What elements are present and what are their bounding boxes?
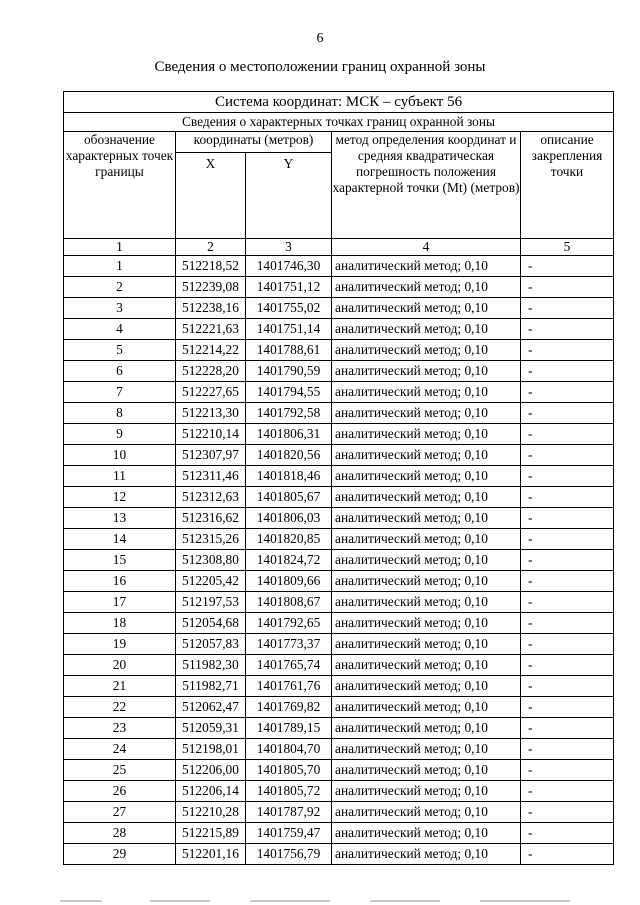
fixing-cell: -	[521, 340, 614, 361]
x-coordinate: 511982,71	[176, 676, 246, 697]
point-number: 20	[64, 655, 176, 676]
x-coordinate: 512059,31	[176, 718, 246, 739]
method-cell: аналитический метод; 0,10	[332, 634, 521, 655]
header-y: Y	[246, 153, 332, 239]
x-coordinate: 512307,97	[176, 445, 246, 466]
y-coordinate: 1401805,72	[246, 781, 332, 802]
fixing-cell: -	[521, 403, 614, 424]
fixing-cell: -	[521, 529, 614, 550]
x-coordinate: 511982,30	[176, 655, 246, 676]
y-coordinate: 1401820,56	[246, 445, 332, 466]
method-cell: аналитический метод; 0,10	[332, 361, 521, 382]
point-number: 24	[64, 739, 176, 760]
point-number: 1	[64, 256, 176, 277]
point-number: 18	[64, 613, 176, 634]
x-coordinate: 512315,26	[176, 529, 246, 550]
y-coordinate: 1401789,15	[246, 718, 332, 739]
x-coordinate: 512228,20	[176, 361, 246, 382]
point-number: 8	[64, 403, 176, 424]
y-coordinate: 1401746,30	[246, 256, 332, 277]
table-row	[64, 697, 614, 718]
y-coordinate: 1401805,70	[246, 760, 332, 781]
table-row	[64, 445, 614, 466]
method-cell: аналитический метод; 0,10	[332, 697, 521, 718]
footer-rule	[250, 900, 330, 902]
point-number: 4	[64, 319, 176, 340]
coordinates-table	[63, 91, 614, 865]
method-cell: аналитический метод; 0,10	[332, 424, 521, 445]
y-coordinate: 1401788,61	[246, 340, 332, 361]
point-number: 22	[64, 697, 176, 718]
page-number: 6	[316, 31, 324, 46]
table-row	[64, 655, 614, 676]
method-cell: аналитический метод; 0,10	[332, 487, 521, 508]
x-coordinate: 512206,14	[176, 781, 246, 802]
x-coordinate: 512198,01	[176, 739, 246, 760]
method-cell: аналитический метод; 0,10	[332, 844, 521, 865]
y-coordinate: 1401792,65	[246, 613, 332, 634]
table-row	[64, 298, 614, 319]
table-row	[64, 823, 614, 844]
point-number: 28	[64, 823, 176, 844]
point-number: 2	[64, 277, 176, 298]
fixing-cell: -	[521, 739, 614, 760]
table-row	[64, 550, 614, 571]
x-coordinate: 512221,63	[176, 319, 246, 340]
method-cell: аналитический метод; 0,10	[332, 298, 521, 319]
x-coordinate: 512308,80	[176, 550, 246, 571]
fixing-cell: -	[521, 655, 614, 676]
table-row	[64, 319, 614, 340]
fixing-cell: -	[521, 844, 614, 865]
footer-rule	[150, 900, 210, 902]
point-number: 11	[64, 466, 176, 487]
point-number: 12	[64, 487, 176, 508]
point-number: 14	[64, 529, 176, 550]
method-cell: аналитический метод; 0,10	[332, 445, 521, 466]
column-number: 4	[332, 239, 521, 256]
x-coordinate: 512206,00	[176, 760, 246, 781]
method-cell: аналитический метод; 0,10	[332, 340, 521, 361]
column-number: 5	[521, 239, 614, 256]
point-number: 25	[64, 760, 176, 781]
table-row	[64, 487, 614, 508]
header-coordinates: координаты (метров)	[176, 132, 332, 153]
y-coordinate: 1401787,92	[246, 802, 332, 823]
method-cell: аналитический метод; 0,10	[332, 739, 521, 760]
table-row	[64, 466, 614, 487]
y-coordinate: 1401751,12	[246, 277, 332, 298]
method-cell: аналитический метод; 0,10	[332, 802, 521, 823]
fixing-cell: -	[521, 298, 614, 319]
fixing-cell: -	[521, 592, 614, 613]
y-coordinate: 1401769,82	[246, 697, 332, 718]
y-coordinate: 1401818,46	[246, 466, 332, 487]
x-coordinate: 512197,53	[176, 592, 246, 613]
table-row	[64, 718, 614, 739]
y-coordinate: 1401808,67	[246, 592, 332, 613]
fixing-cell: -	[521, 802, 614, 823]
y-coordinate: 1401806,03	[246, 508, 332, 529]
fixing-cell: -	[521, 361, 614, 382]
table-row	[64, 676, 614, 697]
x-coordinate: 512062,47	[176, 697, 246, 718]
method-cell: аналитический метод; 0,10	[332, 655, 521, 676]
y-coordinate: 1401759,47	[246, 823, 332, 844]
point-number: 5	[64, 340, 176, 361]
x-coordinate: 512210,28	[176, 802, 246, 823]
fixing-cell: -	[521, 760, 614, 781]
method-cell: аналитический метод; 0,10	[332, 823, 521, 844]
y-coordinate: 1401805,67	[246, 487, 332, 508]
fixing-cell: -	[521, 319, 614, 340]
method-cell: аналитический метод; 0,10	[332, 781, 521, 802]
y-coordinate: 1401820,85	[246, 529, 332, 550]
point-number: 7	[64, 382, 176, 403]
footer-rule	[370, 900, 440, 902]
x-coordinate: 512218,52	[176, 256, 246, 277]
method-cell: аналитический метод; 0,10	[332, 613, 521, 634]
fixing-cell: -	[521, 823, 614, 844]
table-row	[64, 781, 614, 802]
document-title: Сведения о местоположении границ охранной зоны	[154, 59, 486, 75]
method-cell: аналитический метод; 0,10	[332, 718, 521, 739]
table-row	[64, 403, 614, 424]
point-number: 29	[64, 844, 176, 865]
y-coordinate: 1401809,66	[246, 571, 332, 592]
y-coordinate: 1401761,76	[246, 676, 332, 697]
table-row	[64, 361, 614, 382]
fixing-cell: -	[521, 718, 614, 739]
header-point-designation: обозначение характерных точек границы	[64, 132, 176, 239]
method-cell: аналитический метод; 0,10	[332, 676, 521, 697]
y-coordinate: 1401806,31	[246, 424, 332, 445]
point-number: 27	[64, 802, 176, 823]
header-fixing: описание закрепления точки	[521, 132, 614, 239]
table-row	[64, 529, 614, 550]
point-number: 26	[64, 781, 176, 802]
y-coordinate: 1401804,70	[246, 739, 332, 760]
x-coordinate: 512210,14	[176, 424, 246, 445]
point-number: 9	[64, 424, 176, 445]
point-number: 21	[64, 676, 176, 697]
method-cell: аналитический метод; 0,10	[332, 529, 521, 550]
fixing-cell: -	[521, 466, 614, 487]
method-cell: аналитический метод; 0,10	[332, 277, 521, 298]
x-coordinate: 512214,22	[176, 340, 246, 361]
x-coordinate: 512054,68	[176, 613, 246, 634]
y-coordinate: 1401756,79	[246, 844, 332, 865]
x-coordinate: 512215,89	[176, 823, 246, 844]
fixing-cell: -	[521, 256, 614, 277]
point-number: 17	[64, 592, 176, 613]
y-coordinate: 1401765,74	[246, 655, 332, 676]
x-coordinate: 512205,42	[176, 571, 246, 592]
table-row	[64, 571, 614, 592]
column-number: 3	[246, 239, 332, 256]
coordinate-system: Система координат: МСК – субъект 56	[64, 92, 614, 113]
table-row	[64, 844, 614, 865]
method-cell: аналитический метод; 0,10	[332, 550, 521, 571]
method-cell: аналитический метод; 0,10	[332, 760, 521, 781]
x-coordinate: 512213,30	[176, 403, 246, 424]
table-row	[64, 382, 614, 403]
method-cell: аналитический метод; 0,10	[332, 403, 521, 424]
x-coordinate: 512227,65	[176, 382, 246, 403]
x-coordinate: 512238,16	[176, 298, 246, 319]
fixing-cell: -	[521, 382, 614, 403]
fixing-cell: -	[521, 571, 614, 592]
y-coordinate: 1401755,02	[246, 298, 332, 319]
point-number: 16	[64, 571, 176, 592]
point-number: 13	[64, 508, 176, 529]
table-row	[64, 613, 614, 634]
method-cell: аналитический метод; 0,10	[332, 592, 521, 613]
footer-rule	[60, 900, 102, 902]
header-x: X	[176, 153, 246, 239]
fixing-cell: -	[521, 613, 614, 634]
column-number: 2	[176, 239, 246, 256]
x-coordinate: 512316,62	[176, 508, 246, 529]
fixing-cell: -	[521, 445, 614, 466]
x-coordinate: 512312,63	[176, 487, 246, 508]
method-cell: аналитический метод; 0,10	[332, 382, 521, 403]
point-number: 19	[64, 634, 176, 655]
y-coordinate: 1401792,58	[246, 403, 332, 424]
table-row	[64, 634, 614, 655]
table-row	[64, 277, 614, 298]
y-coordinate: 1401751,14	[246, 319, 332, 340]
table-row	[64, 424, 614, 445]
table-row	[64, 739, 614, 760]
table-body	[64, 256, 614, 865]
footer-rule	[480, 900, 570, 902]
y-coordinate: 1401790,59	[246, 361, 332, 382]
table-row	[64, 340, 614, 361]
fixing-cell: -	[521, 676, 614, 697]
table-row	[64, 760, 614, 781]
column-number: 1	[64, 239, 176, 256]
x-coordinate: 512201,16	[176, 844, 246, 865]
method-cell: аналитический метод; 0,10	[332, 319, 521, 340]
method-cell: аналитический метод; 0,10	[332, 466, 521, 487]
x-coordinate: 512311,46	[176, 466, 246, 487]
x-coordinate: 512239,08	[176, 277, 246, 298]
point-number: 10	[64, 445, 176, 466]
table-row	[64, 508, 614, 529]
fixing-cell: -	[521, 781, 614, 802]
y-coordinate: 1401794,55	[246, 382, 332, 403]
y-coordinate: 1401773,37	[246, 634, 332, 655]
fixing-cell: -	[521, 508, 614, 529]
fixing-cell: -	[521, 487, 614, 508]
point-number: 6	[64, 361, 176, 382]
fixing-cell: -	[521, 277, 614, 298]
fixing-cell: -	[521, 697, 614, 718]
table-row	[64, 256, 614, 277]
method-cell: аналитический метод; 0,10	[332, 256, 521, 277]
point-number: 23	[64, 718, 176, 739]
fixing-cell: -	[521, 634, 614, 655]
table-subtitle: Сведения о характерных точках границ охранной зоны	[64, 113, 614, 132]
header-method: метод определения координат и средняя квадратическая погрешность положения характерной точки (Mt) (метров)	[332, 132, 521, 239]
fixing-cell: -	[521, 550, 614, 571]
x-coordinate: 512057,83	[176, 634, 246, 655]
table-row	[64, 592, 614, 613]
table-row	[64, 802, 614, 823]
y-coordinate: 1401824,72	[246, 550, 332, 571]
point-number: 3	[64, 298, 176, 319]
fixing-cell: -	[521, 424, 614, 445]
point-number: 15	[64, 550, 176, 571]
method-cell: аналитический метод; 0,10	[332, 571, 521, 592]
method-cell: аналитический метод; 0,10	[332, 508, 521, 529]
